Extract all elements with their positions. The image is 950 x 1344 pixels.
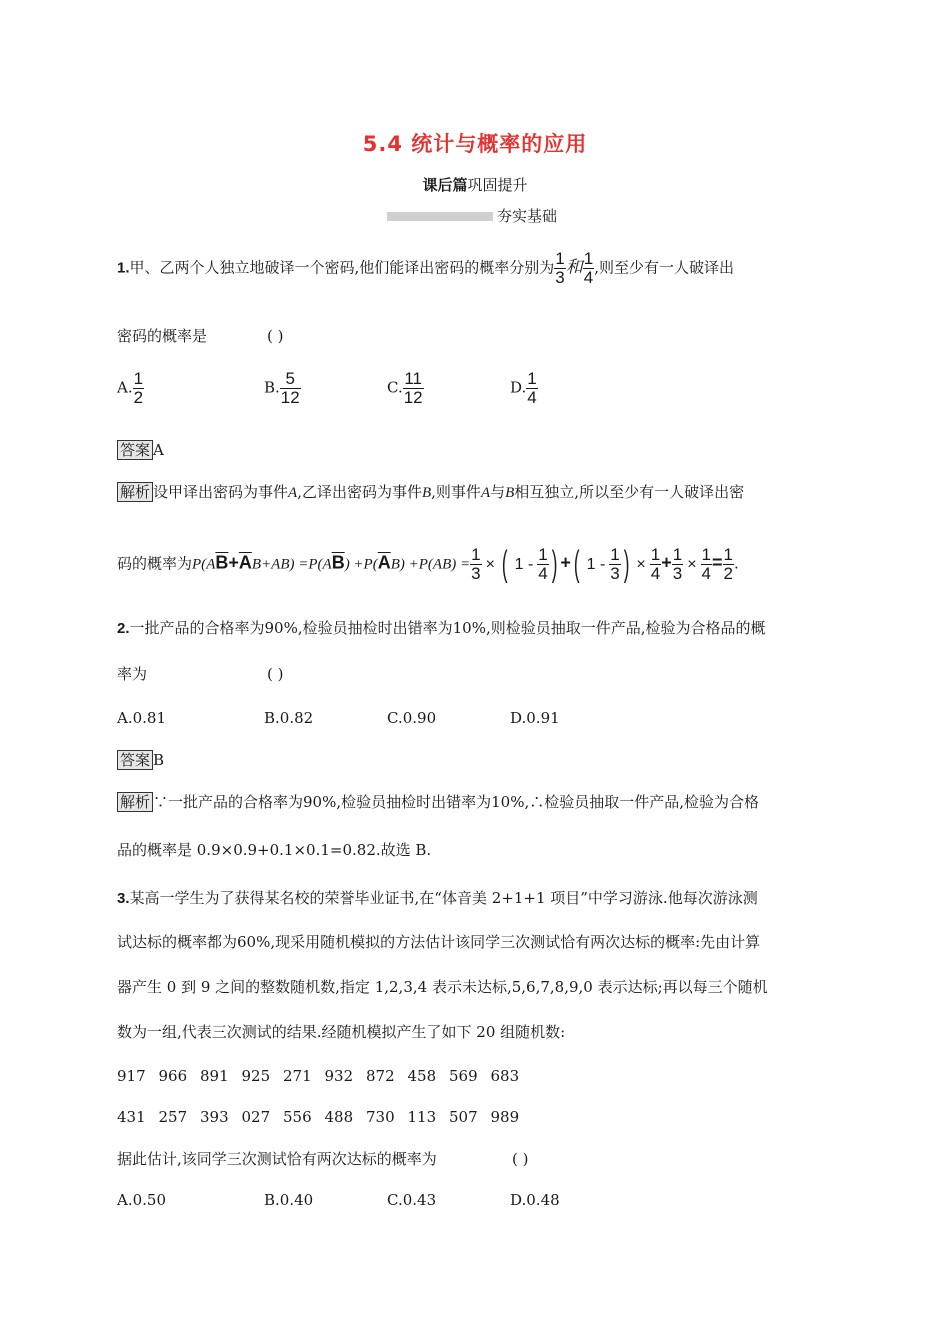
q2-text-a: 一批产品的合格率为90%,检验员抽检时出错率为10%,则检验员抽取一件产品,检验为合格品的概	[129, 619, 766, 637]
q1-option-a-den: 2	[133, 388, 144, 407]
list-item: 556	[283, 1108, 312, 1126]
subtitle-rest: 巩固提升	[467, 176, 528, 194]
q1-frac-1-den: 3	[555, 268, 565, 287]
q1-f-frac7-num: 1	[723, 545, 733, 564]
subtitle-bold: 课后篇	[422, 176, 468, 194]
q2-stem-line2: 率为	[117, 665, 148, 683]
list-item: 730	[366, 1108, 395, 1126]
q1-f-frac6-den: 4	[701, 564, 712, 583]
q3-random-row-1	[117, 1066, 532, 1086]
q1-f-lparen2: (	[573, 543, 580, 584]
q1-analysis-1: 设甲译出密码为事件	[153, 483, 289, 501]
q2-answer	[117, 750, 164, 770]
q1-event-b-2: B	[505, 485, 515, 501]
q1-f-rparen2: )	[623, 543, 630, 584]
q2-option-d[interactable]: D.0.91	[510, 709, 560, 727]
q2-answer-value: B	[153, 751, 165, 769]
q1-option-b-num: 5	[280, 370, 301, 389]
q1-frac-1-num: 1	[555, 249, 565, 268]
list-item: 113	[407, 1108, 437, 1126]
subtitle	[0, 174, 950, 195]
list-item: 507	[449, 1108, 478, 1126]
page-title: 5.4 统计与概率的应用	[362, 132, 588, 156]
q1-text-b: ,则至少有一人破译出	[594, 258, 735, 277]
q3-stem-line3: 器产生 0 到 9 之间的整数随机数,指定 1,2,3,4 表示未达标,5,6,7,8,9,0 表示达标;再以每三个随机	[117, 978, 768, 996]
q1-f-frac7-den: 2	[723, 564, 733, 583]
q1-f-plus: +	[228, 552, 239, 573]
analysis-tag: 解析	[117, 482, 153, 502]
q1-f-frac5	[672, 546, 683, 583]
q1-f-frac1	[470, 546, 481, 583]
q1-f-plus3: +	[661, 552, 672, 573]
q1-f-p1: P(	[192, 556, 207, 573]
analysis-tag-2: 解析	[117, 792, 153, 812]
q1-f-frac5-den: 3	[672, 564, 683, 583]
q1-f-rest3: B) +P(AB) =	[390, 556, 471, 573]
q1-option-b-den: 12	[280, 388, 300, 407]
q1-f-b2-bar: $\overline{B}$	[331, 552, 345, 573]
q1-f-rest2: ) +P(	[344, 556, 378, 573]
q1-f-a1: A	[206, 556, 216, 573]
section-bar	[387, 212, 493, 221]
list-item: 569	[449, 1067, 478, 1085]
q1-f-frac7	[723, 546, 734, 583]
q1-option-a-label: A.	[117, 378, 133, 397]
q1-stem-line1	[117, 250, 734, 287]
q1-number: 1.	[117, 259, 130, 277]
list-item: 431	[117, 1108, 146, 1126]
q1-f-frac1-num: 1	[471, 545, 481, 564]
q1-option-d-num: 1	[527, 369, 537, 388]
q2-analysis-line2: 品的概率是 0.9×0.9+0.1×0.1=0.82.故选 B.	[117, 841, 432, 859]
list-item: 458	[407, 1067, 437, 1085]
q1-f-one2: 1 -	[586, 555, 606, 573]
q1-option-c-label: C.	[387, 378, 403, 397]
answer-tag-2: 答案	[117, 750, 153, 770]
q3-stem-line4: 数为一组,代表三次测试的结果.经随机模拟产生了如下 20 组随机数:	[117, 1023, 566, 1041]
q2-option-a[interactable]: A.0.81	[117, 709, 166, 727]
q1-f-frac6	[701, 546, 712, 583]
q1-analysis-line1	[117, 482, 744, 503]
q3-stem-line5: 据此估计,该同学三次测试恰有两次达标的概率为	[117, 1150, 437, 1168]
q1-analysis-6: 码的概率为	[117, 554, 193, 573]
q1-analysis-2: ,乙译出密码为事件	[297, 483, 422, 501]
q2-number: 2.	[117, 620, 130, 637]
q1-option-d-den: 4	[527, 388, 537, 407]
q1-option-b[interactable]	[264, 370, 301, 407]
q2-stem-line1	[117, 618, 766, 639]
q1-f-a3-bar: $\overline{A}$	[377, 552, 391, 573]
q1-frac-2-den: 4	[583, 268, 594, 287]
q1-option-a[interactable]	[117, 370, 144, 407]
list-item: 891	[200, 1067, 229, 1085]
q1-option-b-frac	[280, 370, 301, 407]
q2-analysis-a: ∵一批产品的合格率为90%,检验员抽检时出错率为10%,∴检验员抽取一件产品,检验为合格	[153, 793, 760, 811]
q1-analysis-3: ,则事件	[431, 483, 481, 501]
q1-event-a: A	[288, 485, 298, 501]
q3-option-b[interactable]: B.0.40	[264, 1191, 314, 1209]
q1-f-rest1: B+AB) =P(A	[251, 556, 332, 573]
q1-f-times3: ×	[687, 555, 697, 573]
q1-frac-2-num: 1	[583, 249, 594, 268]
q1-f-plus2: +	[560, 552, 571, 573]
q1-f-frac5-num: 1	[672, 545, 683, 564]
q1-option-a-num: 1	[133, 369, 144, 388]
list-item: 027	[241, 1108, 271, 1126]
q1-text-c: 密码的概率是	[117, 327, 208, 345]
list-item: 271	[283, 1067, 312, 1085]
q1-option-c-frac	[403, 370, 424, 407]
q2-blank: ( )	[267, 665, 284, 683]
q1-analysis-line2	[117, 543, 739, 584]
q1-option-c-den: 12	[403, 388, 423, 407]
q1-f-frac3	[609, 546, 620, 583]
list-item: 393	[200, 1108, 229, 1126]
q3-stem-line2: 试达标的概率都为60%,现采用随机模拟的方法估计该同学三次测试恰有两次达标的概率:先由计算	[117, 933, 761, 951]
q1-f-frac2	[537, 546, 548, 583]
q1-option-d[interactable]	[510, 370, 538, 407]
q3-random-row-2	[117, 1107, 532, 1127]
q1-answer	[117, 440, 164, 460]
q3-blank: ( )	[512, 1150, 529, 1168]
q3-number: 3.	[117, 890, 130, 907]
q1-blank: ( )	[267, 327, 284, 345]
q1-f-frac6-num: 1	[701, 545, 712, 564]
list-item: 872	[366, 1067, 395, 1085]
q1-event-b: B	[421, 485, 432, 501]
q1-stem-line2	[117, 326, 207, 346]
q1-answer-value: A	[153, 441, 164, 459]
q1-f-frac4-den: 4	[650, 564, 661, 583]
q1-f-frac3-num: 1	[610, 545, 620, 564]
q1-f-one1: 1 -	[514, 555, 534, 573]
q1-f-rparen1: )	[551, 543, 558, 584]
q1-option-c[interactable]	[387, 370, 424, 407]
q1-f-a2-bar: $\overline{A}$	[238, 552, 252, 573]
q1-frac-1	[554, 250, 565, 287]
q1-option-d-frac	[526, 370, 537, 407]
q3-option-d[interactable]: D.0.48	[510, 1191, 560, 1209]
q1-f-lparen1: (	[501, 543, 508, 584]
q1-option-c-num: 11	[404, 369, 422, 388]
q2-option-b[interactable]: B.0.82	[264, 709, 314, 727]
list-item: 683	[490, 1067, 520, 1085]
q1-option-b-label: B.	[264, 378, 280, 397]
q3-stem-line1	[117, 888, 758, 909]
q1-f-eq: =	[712, 552, 723, 573]
q1-f-b1-bar: $\overline{B}$	[215, 552, 229, 573]
q1-f-frac4-num: 1	[650, 545, 661, 564]
list-item: 989	[490, 1108, 520, 1126]
q1-event-a-2: A	[480, 485, 491, 501]
section-label: 夯实基础	[497, 207, 558, 225]
q1-f-frac1-den: 3	[471, 564, 481, 583]
q1-frac-2	[583, 250, 594, 287]
q1-f-frac2-den: 4	[538, 564, 548, 583]
answer-tag: 答案	[117, 440, 153, 460]
list-item: 488	[324, 1108, 354, 1126]
q1-he: 和	[565, 257, 583, 277]
q1-analysis-5: 相互独立,所以至少有一人破译出密	[514, 483, 745, 501]
q1-f-dot: .	[734, 554, 739, 573]
q1-f-frac3-den: 3	[610, 564, 620, 583]
list-item: 917	[117, 1067, 146, 1085]
list-item: 932	[324, 1067, 354, 1085]
list-item: 966	[158, 1067, 188, 1085]
q2-analysis-line1	[117, 792, 759, 812]
q3-line1: 某高一学生为了获得某名校的荣誉毕业证书,在“体音美 2+1+1 项目”中学习游泳.他每次游泳测	[129, 889, 758, 907]
q3-option-a[interactable]: A.0.50	[117, 1191, 166, 1209]
q1-f-frac2-num: 1	[538, 545, 548, 564]
q1-analysis-4: 与	[490, 483, 506, 501]
list-item: 257	[158, 1108, 188, 1126]
q1-f-times1: ×	[485, 555, 495, 573]
list-item: 925	[241, 1067, 271, 1085]
q1-f-frac4	[650, 546, 661, 583]
q2-option-c[interactable]: C.0.90	[387, 709, 437, 727]
q1-text-a: 甲、乙两个人独立地破译一个密码,他们能译出密码的概率分别为	[129, 258, 555, 277]
q3-option-c[interactable]: C.0.43	[387, 1191, 437, 1209]
q1-option-d-label: D.	[510, 378, 527, 397]
q1-option-a-frac	[133, 370, 144, 407]
q1-f-times2: ×	[636, 555, 646, 573]
